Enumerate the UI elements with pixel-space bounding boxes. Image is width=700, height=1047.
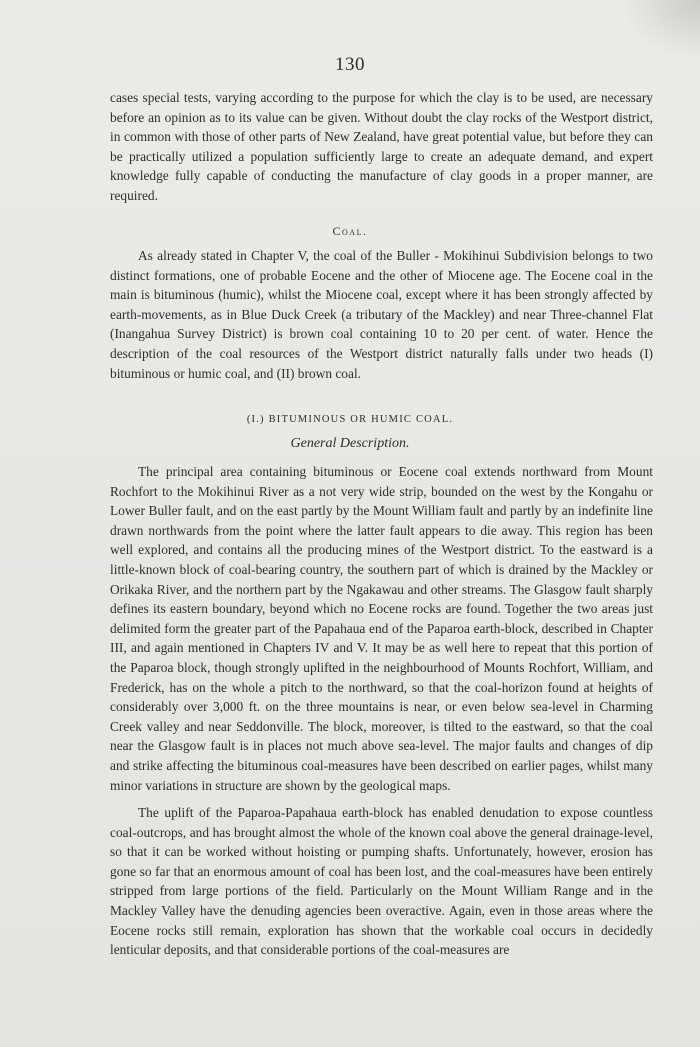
page-corner-shadow [620,0,700,60]
paragraph-text: The uplift of the Paparoa-Papahaua earth-block has enabled denudation to expose countless coal-outcrops, and has brought almost the whole of the known coal above the general drainage-level, so that it can be worked without hoisting or pumping shafts. Unfortunately, however, erosion has gone so far that an enormous amount of coal has been lost, and the coal-measures have been entirely stripped from large portions of the field. Particularly on the Mount William Range and in the Mackley Valley have the denuding agencies been overactive. Again, even in those areas where the Eocene rocks still remain, exploration has shown that the workable coal occurs in decidedly lenticular deposits, and that considerable portions of the coal-measures are [110,805,653,958]
page-number: 130 [335,54,365,75]
paragraph-text: cases special tests, varying according to the purpose for which the clay is to be used, are necessary before an opinion as to its value can be given. Without doubt the clay rocks of the Westport district, in common with those of other parts of New Zealand, have great potential value, but before they can be practically utilized a population sufficiently large to create an adequate demand, and expert knowledge fully capable of conducting the manufacture of clay goods in a proper manner, are required. [110,90,653,203]
paragraph-clay-conclusion [110,88,653,206]
paragraph-principal-area [110,462,653,795]
section-heading-bituminous: (I.) BITUMINOUS OR HUMIC COAL. [246,414,454,425]
subheading-general-description: General Description. [290,436,410,451]
paragraph-coal-intro [110,246,653,383]
coal-heading: Coal. [332,224,368,238]
paragraph-uplift [110,803,653,960]
paragraph-text: As already stated in Chapter V, the coal of the Buller - Mokihinui Subdivision belongs to two distinct formations, one of probable Eocene and the other of Miocene age. The Eocene coal in the main is bituminous (humic), whilst the Miocene coal, except where it has been strongly affected by earth-movements, as in Blue Duck Creek (a tributary of the Mackley) and near Three-channel Flat (Inangahua Survey District) is brown coal containing 10 to 20 per cent. of water. Hence the description of the coal resources of the Westport district naturally falls under two heads (I) bituminous or humic coal, and (II) brown coal. [110,248,653,381]
paragraph-text: The principal area containing bituminous or Eocene coal extends northward from Mount Rochfort to the Mokihinui River as a not very wide strip, bounded on the west by the Kongahu or Lower Buller fault, and on the east partly by the Mount William fault and partly by an indefinite line drawn northwards from the point where the latter fault appears to die away. This region has been well explored, and contains all the producing mines of the Westport district. To the eastward is a little-known block of coal-bearing country, the southern part of which is drained by the Mackley or Orikaka River, and the northern part by the Ngakawau and other streams. The Glasgow fault sharply defines its eastern boundary, beyond which no Eocene rocks are found. Together the two areas just delimited form the greater part of the Papahaua end of the Paparoa earth-block, described in Chapter III, and again mentioned in Chapters IV and V. It may be as well here to repeat that this portion of the Paparoa block, though strongly uplifted in the neighbourhood of Mounts Rochfort, William, and Frederick, has on the whole a pitch to the northward, so that the coal-horizon found at heights of considerably over 3,000 ft. on the three mountains is near, or even below sea-level in Charming Creek valley and near Seddonville. The block, moreover, is tilted to the eastward, so that the coal near the Glasgow fault is in places not much above sea-level. The major faults and changes of dip and strike affecting the bituminous coal-measures have been described on earlier pages, whilst many minor variations in structure are shown by the geological maps. [110,464,653,793]
